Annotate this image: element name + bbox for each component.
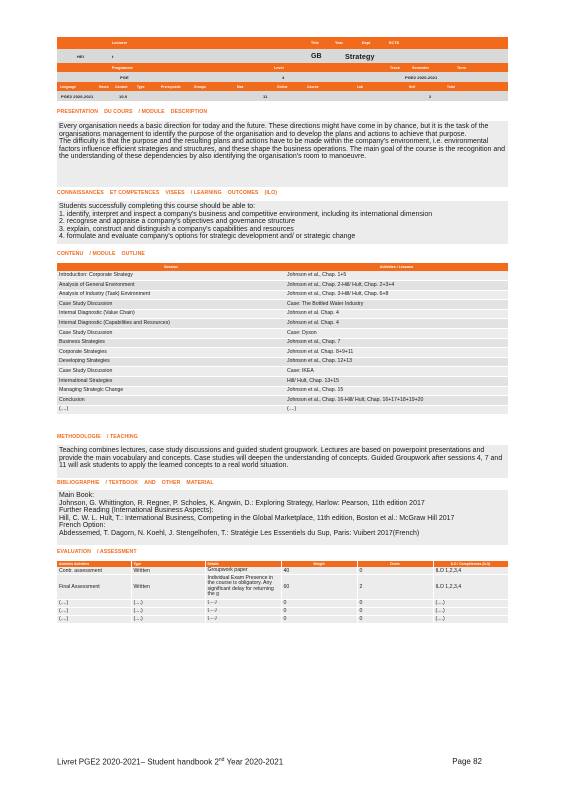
header-value: t [112, 53, 114, 59]
evaluation-table [57, 561, 508, 624]
section-title-word: OUTLINE [121, 251, 145, 257]
table-row [57, 290, 508, 300]
list-item: 1. identify, interpret and inspect a company's business and competitive environment, including its international dimension [59, 210, 433, 218]
evaluation-cell: ILO 1,2,3,4 [433, 575, 508, 599]
section-title-word: PRESENTATION [57, 109, 99, 115]
header-label: Year [335, 41, 343, 45]
evaluation-cell: (....) [131, 607, 205, 615]
session-cell: (....) [57, 405, 285, 415]
activity-cell: Johnson et al., Chap. 3-Hill/ Hult, Chap. 6+8 [285, 290, 508, 300]
header-value: PGE [120, 74, 129, 80]
activity-cell: Hill/ Hult, Chap. 13+15 [285, 377, 508, 387]
evaluation-cell: (....) [131, 615, 205, 623]
section-title-word: OUTCOMES [227, 190, 259, 196]
evaluation-cell: ILO 1,2,3,4 [433, 567, 508, 575]
list-item: 2. recognise and appraise a company's objectives and governance structure [59, 218, 295, 226]
evaluation-cell: 0 [357, 615, 433, 623]
header-label: Groups [194, 84, 206, 89]
section-title-word: / TEACHING [106, 434, 138, 440]
evaluation-cell: (....) [57, 615, 131, 623]
header-label: Max [237, 84, 244, 89]
column-header: Durée [357, 561, 433, 567]
section-title-word: AND [144, 480, 156, 486]
header-value: HEI [77, 53, 84, 59]
course-title: Strategy [345, 51, 375, 61]
evaluation-cell: (....) [57, 607, 131, 615]
section-title-ilo [57, 190, 283, 196]
column-header: Activities / Lessons [285, 263, 508, 271]
section-title-word: OTHER [161, 480, 181, 486]
session-cell: Managing Strategic Change [57, 386, 285, 396]
section-title-word: CONTENU [57, 251, 84, 257]
header-value: 4 [282, 74, 285, 80]
table-row [57, 309, 508, 319]
header-row-6 [57, 91, 508, 101]
footer-sup: nd [218, 757, 225, 763]
section-title-methodology [57, 434, 144, 440]
paragraph: Teaching combines lectures, case study discussions and guided student groupwork. Lectures are based on powerpoint presentations and provide the main vocabulary and concepts. Case studies will deepen the understanding of concepts. Guided Groupwork after sessions 4, 7 and 11 will ask students to apply the learned concepts to a real world situation. [59, 447, 503, 470]
activity-cell: Johnson et al. Chap. 8+9+11 [285, 348, 508, 358]
header-row-3 [57, 63, 508, 72]
header-label: ECTS [389, 41, 399, 45]
list-item: 3. explain, construct and distinguish a company's capabilities and resources [59, 225, 294, 233]
paragraph: Every organisation needs a basic direction for today and the future. These directions might have come in by chance, but it is the task of the organisations management to identify the purpose of the organisation and to develop the plans and actions to achieve that purpose. [59, 123, 489, 138]
header-label: Lab [357, 84, 363, 89]
evaluation-cell: (....) [131, 599, 205, 607]
activity-cell: (....) [285, 405, 508, 415]
session-cell: Case Study Discussion [57, 329, 285, 339]
table-row [57, 329, 508, 339]
section-title-word: / MODULE [89, 251, 116, 257]
evaluation-cell: (....) [433, 615, 508, 623]
header-value: 2 [429, 93, 432, 99]
section-title-word: / LEARNING [190, 190, 222, 196]
evaluation-cell: (....) [433, 607, 508, 615]
header-label: Self [409, 84, 416, 89]
activity-cell: Johnson et al. Chap. 4 [285, 319, 508, 329]
session-cell: Developing Strategies [57, 357, 285, 367]
header-label: Prerequisite [161, 84, 181, 89]
section-title-word: DU COURS [104, 109, 133, 115]
paragraph: The difficulty is that the purpose and the resulting plans and actions have to be made within the company's environment, i.e. environmental factors influence efficient strategies and structures, and these shape the business operations. The main goal of the course is the recognition and the understanding of these dependencies by also identifying the organisation's room to manoeuvre. [59, 138, 506, 161]
course-code: GB [311, 52, 322, 60]
header-value: PGE2 2020-2021 [61, 93, 94, 99]
bibliography-line: Abdessemed, T. Dagorn, N. Koehl, J. Stengelhofen, T.: Stratégie Les Essentiels du Sup, Paris: Vuibert 2017(French) [59, 529, 420, 537]
column-header: Détails [205, 561, 281, 567]
table-row [57, 357, 508, 367]
evaluation-cell: Groupwork paper [205, 567, 281, 575]
table-row [57, 271, 508, 281]
evaluation-cell: (....) [433, 599, 508, 607]
bibliography-line: Johnson, G. Whittington, R. Regner, P. Scholes, K. Angwin, D.: Exploring Strategy, Harlow: Pearson, 11th edition 2017 [59, 499, 425, 507]
table-row [57, 319, 508, 329]
evaluation-cell: Written [131, 567, 205, 575]
header-label: Level [274, 65, 284, 70]
header-value: PGE2 2020-2021 [405, 74, 438, 80]
section-title-word: / TEXTBOOK [105, 480, 139, 486]
evaluation-cell: 60 [281, 575, 357, 599]
header-label: Hours [99, 84, 109, 89]
session-cell: International Strategies [57, 377, 285, 387]
session-cell: Conclusion [57, 396, 285, 406]
header-row-2 [57, 49, 508, 63]
evaluation-cell: 0 [357, 607, 433, 615]
footer-text: Year 2020-2021 [224, 757, 284, 767]
evaluation-cell: Final Assessment [57, 575, 131, 599]
activity-cell: Johnson et al., Chap. 12+13 [285, 357, 508, 367]
activity-cell: Johnson et al., Chap. 15 [285, 386, 508, 396]
evaluation-cell: 40 [281, 567, 357, 575]
table-row [57, 615, 508, 623]
column-header: Session [57, 263, 285, 271]
table-row [57, 599, 508, 607]
evaluation-cell: 0 [281, 607, 357, 615]
footer-left [57, 757, 283, 767]
header-row-1 [57, 37, 508, 49]
column-header: Weight [281, 561, 357, 567]
footer-text: Livret PGE2 2020-2021– Student handbook 2 [57, 757, 219, 767]
header-value: 11 [263, 93, 268, 99]
table-row [57, 281, 508, 291]
table-row [57, 300, 508, 310]
section-title-word: ET COMPETENCES [109, 190, 160, 196]
header-label: Total [447, 84, 455, 89]
evaluation-cell: Individual Exam Presence in the course is obligatory. Any significant delay for returning the g [205, 575, 281, 599]
activity-cell: Johnson et al., Chap. 2-Hill/ Hult, Chap. 2+3+4 [285, 281, 508, 291]
session-cell: Case Study Discussion [57, 367, 285, 377]
table-row [57, 348, 508, 358]
header-row-4 [57, 72, 508, 82]
section-title-word: VISEES [165, 190, 185, 196]
outline-header-row [57, 263, 508, 271]
evaluation-cell: 0 [357, 599, 433, 607]
page-number: Page 82 [452, 757, 482, 766]
evaluation-cell: 2 [357, 575, 433, 599]
session-cell: Introduction: Corporate Strategy [57, 271, 285, 281]
section-title-word: BIBLIOGRAPHIE [57, 480, 100, 486]
evaluation-cell: 0 [357, 567, 433, 575]
table-row [57, 575, 508, 599]
activity-cell: Johnson et al., Chap. 7 [285, 338, 508, 348]
activity-cell: Case: Dyson [285, 329, 508, 339]
activity-cell: Case: The Bottled Water Industry [285, 300, 508, 310]
header-label: Programme [112, 65, 133, 70]
presentation-text [57, 121, 508, 187]
bibliography-line: Hill, C. W. L. Hult, T.: International Business, Competing in the Global Marketplace, 11th edition, Boston et al.: McGraw Hill 2017 [59, 514, 455, 522]
table-row [57, 377, 508, 387]
activity-cell: Case: IKEA [285, 367, 508, 377]
section-title-word: MATERIAL [186, 480, 214, 486]
list-item: 4. formulate and evaluate company's options for strategic development and/ or strategic change [59, 233, 356, 241]
section-title-word: EVALUATION [57, 549, 91, 555]
header-label: Title [311, 41, 319, 45]
section-title-word: / MODULE [138, 109, 165, 115]
evaluation-cell: (....) [205, 615, 281, 623]
header-label: Online [277, 84, 288, 89]
evaluation-cell: (....) [57, 599, 131, 607]
section-title-word: DESCRIPTION [170, 109, 208, 115]
section-title-word: (ILO) [264, 190, 278, 196]
table-row [57, 607, 508, 615]
table-row [57, 567, 508, 575]
page-footer [57, 757, 482, 767]
session-cell: Case Study Discussion [57, 300, 285, 310]
section-title-word: / ASSESSMENT [96, 549, 137, 555]
session-cell: Corporate Strategies [57, 348, 285, 358]
section-title-word: CONNAISSANCES [57, 190, 104, 196]
activity-cell: Johnson et al. Chap. 4 [285, 309, 508, 319]
header-label: Term [457, 65, 466, 70]
bibliography-line: Main Book: [59, 492, 95, 499]
table-row [57, 396, 508, 406]
evaluation-cell: (....) [205, 607, 281, 615]
column-header: Type [131, 561, 205, 567]
bibliography-line: Further Reading (International Business Aspects): [59, 507, 214, 515]
evaluation-cell: 0 [281, 599, 357, 607]
ilo-text [57, 201, 508, 244]
methodology-text [57, 445, 508, 478]
session-cell: Business Strategies [57, 338, 285, 348]
section-title-presentation [57, 109, 213, 115]
activity-cell: Johnson et al., Chap. 16-Hill/ Hult, Chap. 16+17+18+19+20 [285, 396, 508, 406]
section-title-word: METHODOLOGIE [57, 434, 101, 440]
column-header: ILO / Compétences (ILO) [433, 561, 508, 567]
header-label: Track [390, 65, 400, 70]
table-row [57, 367, 508, 377]
table-row [57, 405, 508, 415]
bibliography-text [57, 490, 508, 545]
header-label: Contact [115, 84, 128, 89]
table-row [57, 386, 508, 396]
evaluation-cell: 0 [281, 615, 357, 623]
header-label: Course [307, 84, 319, 89]
header-row-5 [57, 82, 508, 91]
table-row [57, 338, 508, 348]
session-cell: Internal Diagnostic (Capabilities and Resources) [57, 319, 285, 329]
section-title-bibliography [57, 480, 220, 486]
header-label: Semester [412, 65, 429, 70]
bibliography-line: French Option: [59, 522, 106, 530]
session-cell: Internal Diagnostic (Value Chain) [57, 309, 285, 319]
section-title-evaluation [57, 549, 143, 555]
evaluation-cell: Written [131, 575, 205, 599]
header-value: 10.0 [119, 93, 128, 99]
column-header: Activités Activities [57, 561, 131, 567]
outline-table [57, 263, 508, 415]
session-cell: Analysis of Industry (Task) Environment [57, 290, 285, 300]
evaluation-cell: Contr. assessment [57, 567, 131, 575]
header-label: Language [60, 84, 76, 89]
header-label: Lecturer [112, 41, 128, 45]
activity-cell: Johnson et al., Chap. 1+5 [285, 271, 508, 281]
session-cell: Analysis of General Environment [57, 281, 285, 291]
paragraph: Students successfully completing this course should be able to: [59, 203, 256, 210]
header-label: Type [137, 84, 145, 89]
section-title-outline [57, 251, 151, 257]
header-label: Dept [362, 41, 371, 45]
evaluation-cell: (....) [205, 599, 281, 607]
